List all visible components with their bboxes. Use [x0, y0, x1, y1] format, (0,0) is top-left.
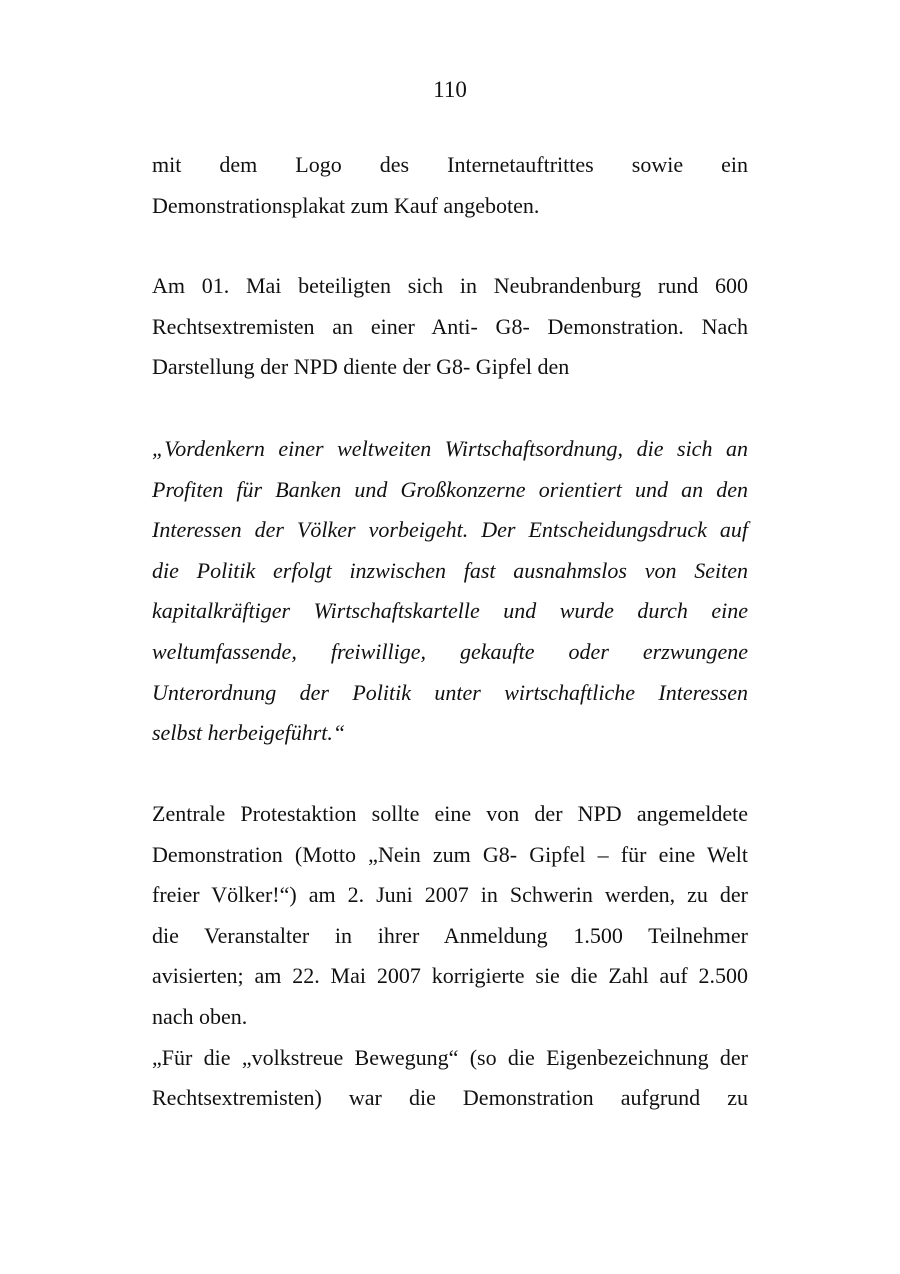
text-line: Am 01. Mai beteiligten sich in Neubrandenburg rund 600: [152, 273, 748, 298]
paragraph-may-demonstration: [152, 266, 748, 388]
quote-line: Interessen der Völker vorbeigeht. Der Entscheidungsdruck auf: [152, 517, 748, 543]
text-line: freier Völker!“) am 2. Juni 2007 in Schwerin werden, zu der: [152, 882, 748, 908]
quote-line: Profiten für Banken und Großkonzerne orientiert und an den: [152, 476, 748, 502]
text-line: avisierten; am 22. Mai 2007 korrigierte sie die Zahl auf 2.500: [152, 963, 748, 989]
quote-line: „Vordenkern einer weltweiten Wirtschaftsordnung, die sich an: [152, 436, 748, 461]
quote-line: die Politik erfolgt inzwischen fast ausnahmslos von Seiten: [152, 557, 748, 583]
text-line: „Für die „volkstreue Bewegung“ (so die Eigenbezeichnung der: [152, 1044, 748, 1070]
quote-line: weltumfassende, freiwillige, gekaufte oder erzwungene: [152, 638, 748, 664]
paragraph-central-protest: [152, 794, 748, 1119]
text-line: die Veranstalter in ihrer Anmeldung 1.500 Teilnehmer: [152, 922, 748, 948]
text-line: Demonstrationsplakat zum Kauf angeboten.: [152, 192, 540, 218]
text-line: Zentrale Protestaktion sollte eine von der NPD angemeldete: [152, 801, 748, 826]
page-number: 110: [433, 77, 467, 102]
text-line: Rechtsextremisten) war die Demonstration aufgrund zu: [152, 1085, 748, 1111]
text-line: Darstellung der NPD diente der G8- Gipfel den: [152, 354, 570, 380]
quote-line: Unterordnung der Politik unter wirtschaftliche Interessen: [152, 679, 748, 705]
quote-line: selbst herbeigeführt.“: [152, 720, 346, 746]
text-line: nach oben.: [152, 1003, 248, 1029]
text-line: mit dem Logo des Internetauftrittes sowie ein: [152, 152, 748, 177]
block-quote: [152, 429, 748, 754]
quote-line: kapitalkräftiger Wirtschaftskartelle und wurde durch eine: [152, 598, 748, 624]
text-line: Demonstration (Motto „Nein zum G8- Gipfel – für eine Welt: [152, 841, 748, 867]
text-line: Rechtsextremisten an einer Anti- G8- Demonstration. Nach: [152, 313, 748, 339]
paragraph-continuation: [152, 145, 748, 226]
